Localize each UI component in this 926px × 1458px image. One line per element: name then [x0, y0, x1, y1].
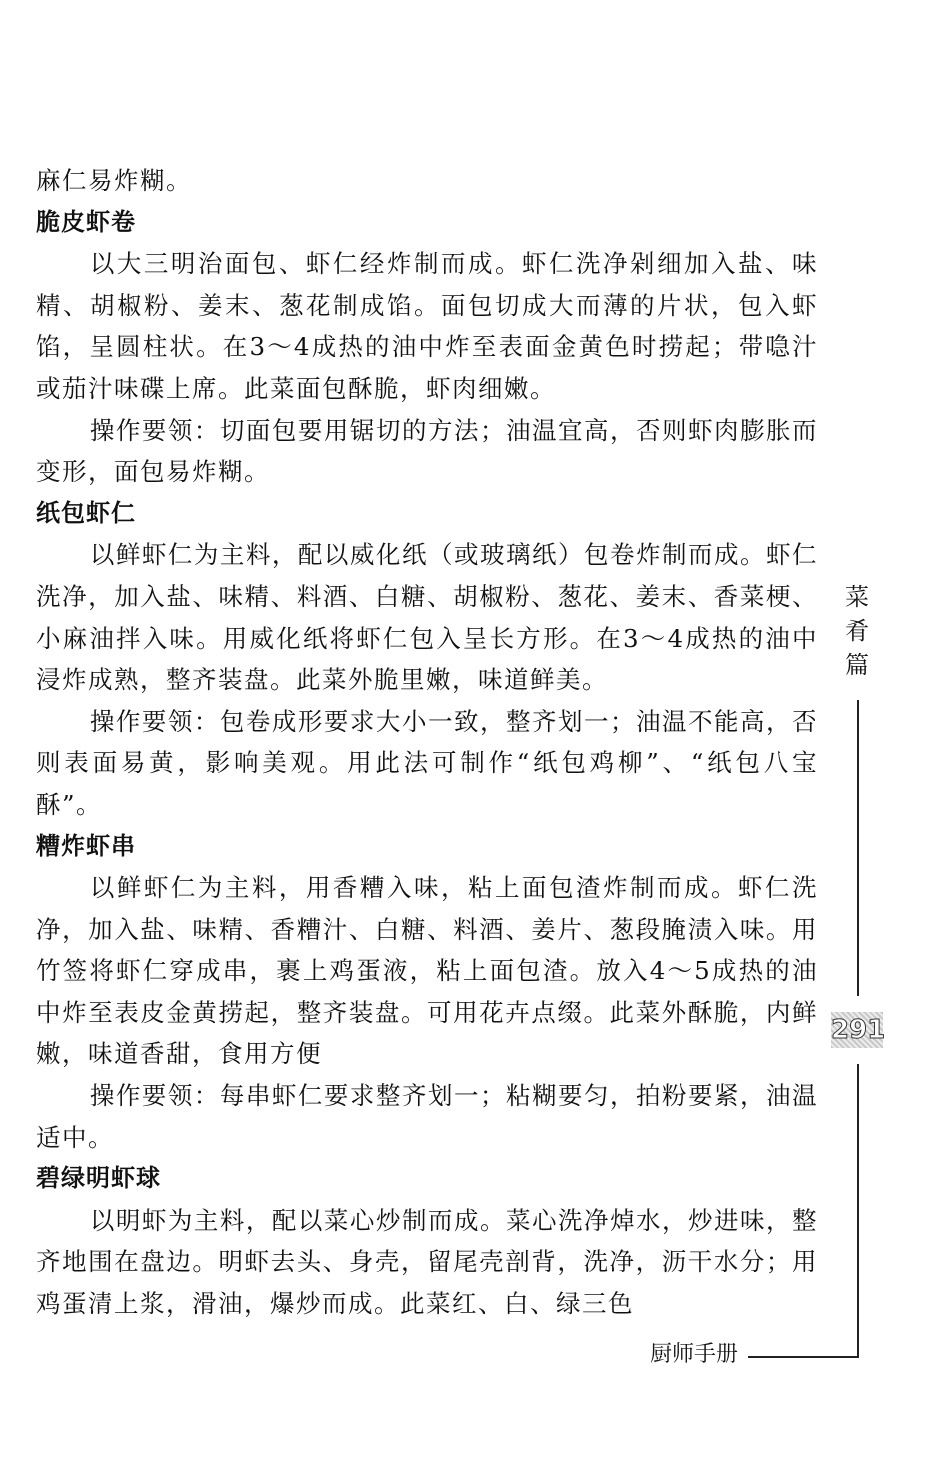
- margin-rule-upper: [857, 700, 859, 996]
- recipe-description: 以鲜虾仁为主料，配以威化纸（或玻璃纸）包卷炸制而成。虾仁洗净，加入盐、味精、料酒、白糖、胡椒粉、葱花、姜末、香菜梗、小麻油拌入味。用威化纸将虾仁包入呈长方形。在3～4成热的油中浸炸成熟，整齐装盘。此菜外脆里嫩，味道鲜美。: [36, 540, 818, 695]
- side-title-char: 肴: [845, 617, 869, 645]
- recipe-tips: 操作要领：包卷成形要求大小一致，整齐划一；油温不能高，否则表面易黄，影响美观。用此法可制作“纸包鸡柳”、“纸包八宝酥”。: [36, 706, 818, 819]
- recipe-tips: 操作要领：切面包要用锯切的方法；油温宜高，否则虾肉膨胀而变形，面包易炸糊。: [36, 415, 818, 487]
- book-title-footer: 厨师手册: [650, 1342, 739, 1367]
- recipe-title: 糟炸虾串: [36, 831, 136, 860]
- page-number: 291: [831, 1012, 883, 1048]
- continuation-text: 麻仁易炸糊。: [36, 166, 192, 195]
- section-side-title: [840, 580, 874, 682]
- body-text: [36, 160, 818, 1325]
- recipe-description: 以大三明治面包、虾仁经炸制而成。虾仁洗净剁细加入盐、味精、胡椒粉、姜末、葱花制成馅。面包切成大而薄的片状，包入虾馅，呈圆柱状。在3～4成热的油中炸至表面金黄色时捞起；带喼汁或茄汁味碟上席。此菜面包酥脆，虾肉细嫩。: [36, 249, 818, 403]
- margin-rule-lower: [857, 1064, 859, 1358]
- recipe-title: 碧绿明虾球: [36, 1164, 161, 1193]
- recipe-title: 纸包虾仁: [36, 498, 136, 527]
- footer-rule: [748, 1356, 859, 1358]
- recipe-description: 以鲜虾仁为主料，用香糟入味，粘上面包渣炸制而成。虾仁洗净，加入盐、味精、香糟汁、白糖、料酒、姜片、葱段腌渍入味。用竹签将虾仁穿成串，裹上鸡蛋液，粘上面包渣。放入4～5成热的油中炸至表皮金黄捞起，整齐装盘。可用花卉点缀。此菜外酥脆，内鲜嫩，味道香甜，食用方便: [36, 873, 818, 1069]
- recipe-title: 脆皮虾卷: [36, 207, 136, 236]
- side-title-char: 篇: [845, 651, 869, 679]
- side-title-char: 菜: [845, 583, 869, 611]
- recipe-tips: 操作要领：每串虾仁要求整齐划一；粘糊要匀，拍粉要紧，油温适中。: [36, 1081, 818, 1152]
- recipe-description: 以明虾为主料，配以菜心炒制而成。菜心洗净焯水，炒进味，整齐地围在盘边。明虾去头、身壳，留尾壳剖背，洗净，沥干水分；用鸡蛋清上浆，滑油，爆炒而成。此菜红、白、绿三色: [36, 1205, 818, 1319]
